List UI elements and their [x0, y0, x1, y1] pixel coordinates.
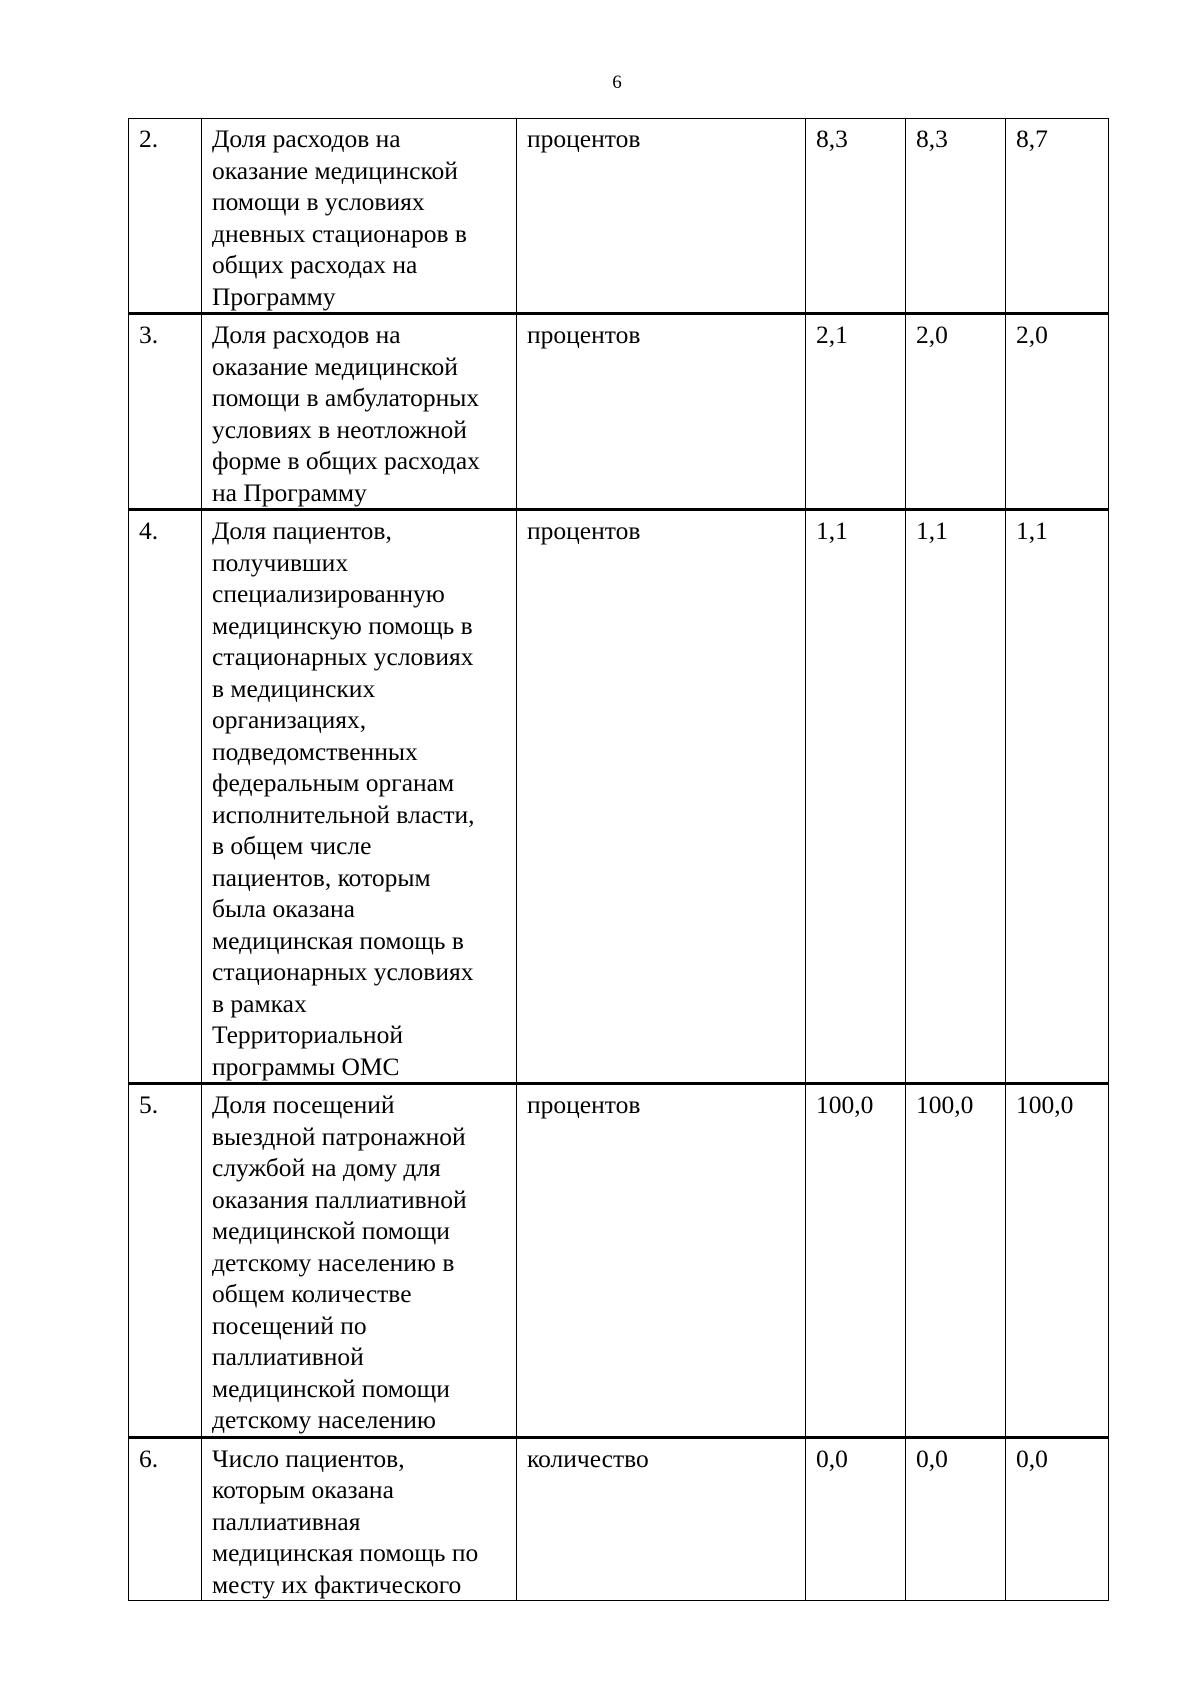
indicator-name-line: организациях, — [212, 705, 367, 734]
value-cell-2: 2,0 — [906, 314, 1006, 510]
indicator-name-line: посещений по — [212, 1310, 367, 1340]
value-cell-2: 100,0 — [906, 1084, 1006, 1438]
row-number-cell: 4. — [129, 510, 202, 1084]
unit-cell: процентов — [517, 119, 806, 314]
value-cell-2: 8,3 — [906, 119, 1006, 314]
value-cell-1: 2,1 — [806, 314, 906, 510]
indicator-name-line: помощи в условиях — [212, 187, 425, 216]
indicator-name-cell — [202, 1437, 517, 1601]
indicator-name-line: которым оказана — [212, 1475, 394, 1504]
indicator-name-line: форме в общих расходах — [212, 446, 480, 475]
row-number-cell: 5. — [129, 1084, 202, 1438]
indicator-name-line: пациентов, которым — [212, 862, 431, 892]
page-number: 6 — [612, 72, 622, 93]
row-number-cell: 2. — [129, 119, 202, 314]
value-cell-1: 1,1 — [806, 510, 906, 1084]
value-cell-3: 0,0 — [1006, 1437, 1109, 1601]
indicator-name-line: месту их фактического — [212, 1569, 462, 1599]
indicator-name-cell — [202, 119, 517, 314]
indicator-name-line: оказания паллиативной — [212, 1184, 467, 1214]
indicator-name-cell — [202, 1084, 517, 1438]
indicator-name-line: оказание медицинской — [212, 351, 458, 381]
indicator-name-line: получивших — [212, 547, 349, 577]
indicator-name-line: исполнительной власти, — [212, 799, 475, 829]
indicator-name-line: медицинская помощь в — [212, 925, 464, 955]
indicator-name-line: стационарных условиях — [212, 642, 474, 671]
indicator-name-line: детскому населению — [212, 1405, 436, 1434]
indicator-name-line: общих расходах на — [212, 250, 418, 279]
indicator-name-line: Число пациентов, — [212, 1443, 405, 1473]
indicator-name-line: была оказана — [212, 894, 355, 923]
indicator-name-line: медицинскую помощь в — [212, 610, 473, 640]
table-row — [129, 510, 1109, 1084]
indicator-name-line: медицинской помощи — [212, 1373, 450, 1403]
indicators-table — [128, 118, 1109, 1601]
indicator-name-line: оказание медицинской — [212, 155, 458, 185]
indicator-name-line: медицинской помощи — [212, 1216, 450, 1245]
indicator-name-line: стационарных условиях — [212, 957, 474, 986]
indicator-name-line: Доля расходов на — [212, 124, 401, 153]
indicator-name-line: Программу — [212, 281, 336, 311]
table-row — [129, 314, 1109, 510]
value-cell-1: 100,0 — [806, 1084, 906, 1438]
indicator-name-line: службой на дому для — [212, 1153, 441, 1182]
value-cell-2: 0,0 — [906, 1437, 1006, 1601]
indicator-name-line: специализированную — [212, 579, 445, 608]
unit-cell: процентов — [517, 510, 806, 1084]
indicator-name-line: условиях в неотложной — [212, 414, 467, 444]
table-row — [129, 1084, 1109, 1438]
indicator-name-line: в медицинских — [212, 673, 376, 703]
indicator-name-line: Доля пациентов, — [212, 516, 392, 545]
indicator-name-line: дневных стационаров в — [212, 218, 467, 248]
indicator-name-line: детскому населению в — [212, 1247, 455, 1277]
indicator-name-line: на Программу — [212, 477, 367, 507]
indicator-name-line: подведомственных — [212, 736, 418, 766]
row-number-cell: 6. — [129, 1437, 202, 1601]
indicator-name-line: медицинская помощь по — [212, 1538, 479, 1567]
indicator-name-line: Доля посещений — [212, 1090, 395, 1119]
unit-cell: количество — [517, 1437, 806, 1601]
value-cell-2: 1,1 — [906, 510, 1006, 1084]
indicator-name-line: паллиативная — [212, 1506, 361, 1536]
value-cell-3: 8,7 — [1006, 119, 1109, 314]
indicator-name-line: в общем числе — [212, 831, 372, 860]
table-row — [129, 119, 1109, 314]
indicator-name-cell — [202, 314, 517, 510]
indicator-name-cell — [202, 510, 517, 1084]
value-cell-1: 0,0 — [806, 1437, 906, 1601]
table-row — [129, 1437, 1109, 1601]
indicator-name-line: в рамках — [212, 988, 307, 1018]
unit-cell: процентов — [517, 1084, 806, 1438]
value-cell-3: 1,1 — [1006, 510, 1109, 1084]
indicators-table-body — [129, 119, 1109, 1601]
indicator-name-line: паллиативной — [212, 1342, 364, 1371]
indicator-name-line: помощи в амбулаторных — [212, 383, 480, 412]
value-cell-3: 2,0 — [1006, 314, 1109, 510]
indicator-name-line: Доля расходов на — [212, 320, 401, 349]
indicator-name-line: выездной патронажной — [212, 1121, 466, 1151]
value-cell-1: 8,3 — [806, 119, 906, 314]
indicator-name-line: федеральным органам — [212, 768, 455, 797]
row-number-cell: 3. — [129, 314, 202, 510]
value-cell-3: 100,0 — [1006, 1084, 1109, 1438]
unit-cell: процентов — [517, 314, 806, 510]
indicator-name-line: Территориальной — [212, 1020, 403, 1049]
indicator-name-line: программы ОМС — [212, 1051, 400, 1081]
indicator-name-line: общем количестве — [212, 1279, 412, 1308]
